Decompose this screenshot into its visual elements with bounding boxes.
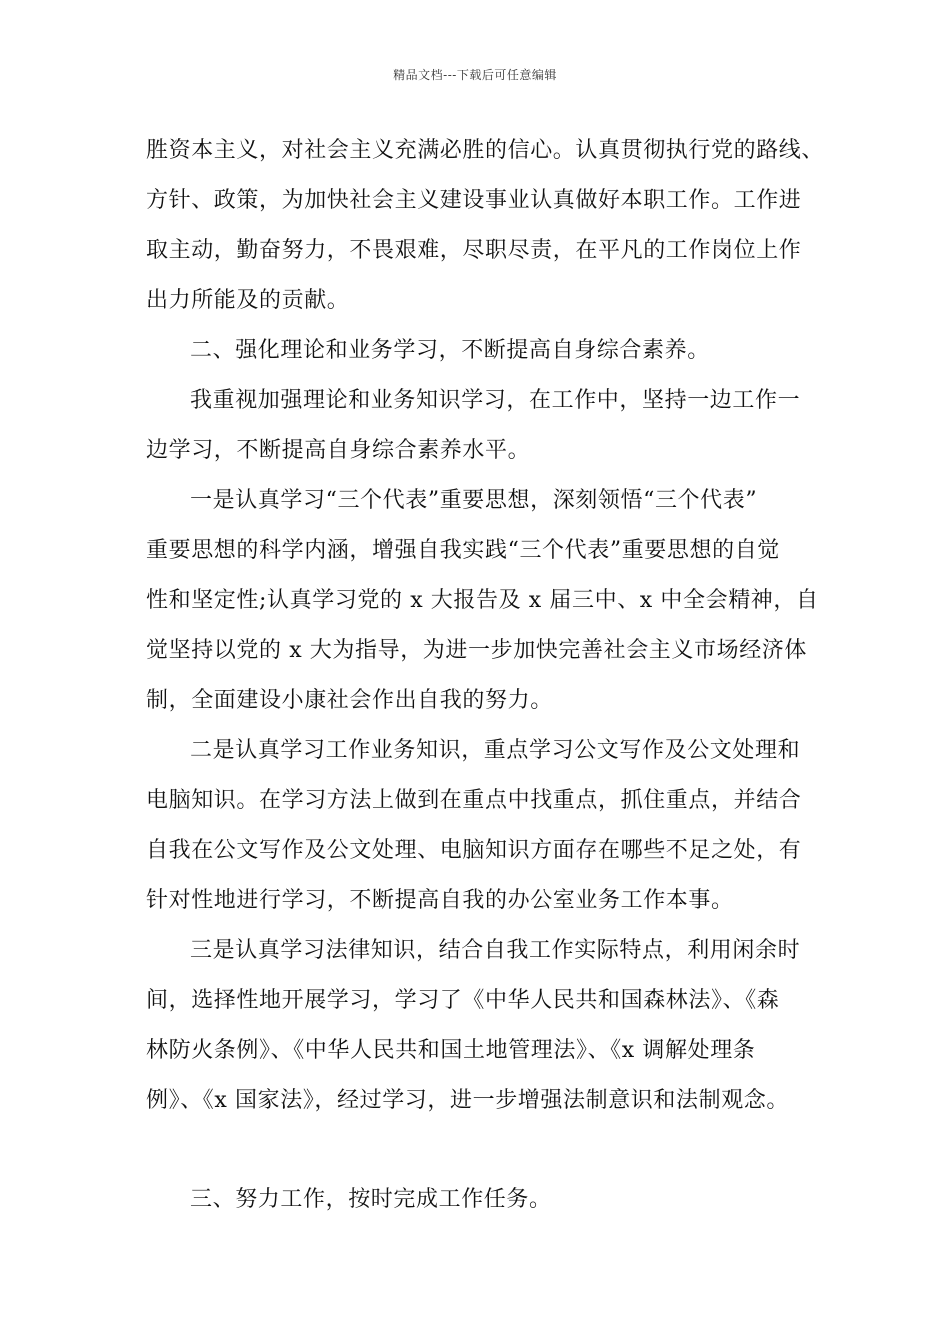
- text-line: 重要思想的科学内涵，增强自我实践“三个代表”重要思想的自觉: [146, 538, 780, 563]
- paragraph-gap: [146, 1126, 821, 1175]
- text-line: 方针、政策，为加快社会主义建设事业认真做好本职工作。工作进: [146, 188, 802, 213]
- page-header: 精品文档---下载后可任意编辑: [393, 68, 557, 82]
- text-line: 二是认真学习工作业务知识，重点学习公文写作及公文处理和: [190, 738, 801, 763]
- text-line: 取主动，勤奋努力，不畏艰难，尽职尽责，在平凡的工作岗位上作: [146, 238, 802, 263]
- text-line: 一是认真学习“三个代表”重要思想，深刻领悟“三个代表”: [190, 488, 758, 513]
- text-line: 三是认真学习法律知识，结合自我工作实际特点，利用闲余时: [190, 938, 801, 963]
- text-line: 胜资本主义，对社会主义充满必胜的信心。认真贯彻执行党的路线、: [146, 138, 825, 163]
- text-line: 间，选择性地开展学习，学习了《中华人民共和国森林法》、《森: [146, 988, 780, 1013]
- text-line: 性和坚定性;认真学习党的 x 大报告及 x 届三中、x 中全会精神，自: [146, 588, 819, 613]
- text-line: 制，全面建设小康社会作出自我的努力。: [146, 688, 553, 713]
- text-line: 自我在公文写作及公文处理、电脑知识方面存在哪些不足之处，有: [146, 838, 802, 863]
- text-line: 我重视加强理论和业务知识学习，在工作中，坚持一边工作一: [190, 388, 801, 413]
- section-heading: 二、强化理论和业务学习，不断提高自身综合素养。: [190, 338, 710, 363]
- text-line: 出力所能及的贡献。: [146, 288, 350, 313]
- section-heading: 三、努力工作，按时完成工作任务。: [190, 1187, 552, 1212]
- text-line: 电脑知识。在学习方法上做到在重点中找重点，抓住重点，并结合: [146, 788, 802, 813]
- text-line: 觉坚持以党的 x 大为指导，为进一步加快完善社会主义市场经济体: [146, 638, 807, 663]
- document-body: [146, 126, 825, 1225]
- text-line: 例》、《x 国家法》，经过学习，进一步增强法制意识和法制观念。: [146, 1088, 790, 1113]
- text-line: 边学习，不断提高自身综合素养水平。: [146, 438, 531, 463]
- text-line: 针对性地进行学习，不断提高自我的办公室业务工作本事。: [146, 888, 734, 913]
- text-line: 林防火条例》、《中华人民共和国土地管理法》、《x 调解处理条: [146, 1038, 756, 1063]
